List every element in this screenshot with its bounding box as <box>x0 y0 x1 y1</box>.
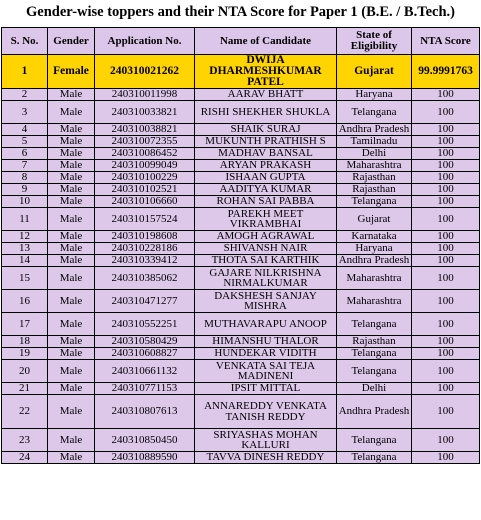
cell-application-no: 240310099049 <box>95 160 195 172</box>
cell-gender: Male <box>48 313 95 336</box>
cell-nta-score: 100 <box>412 196 480 208</box>
cell-name: ANNAREDDY VENKATA TANISH REDDY <box>195 395 337 429</box>
cell-sno: 10 <box>2 196 48 208</box>
table-row <box>2 243 480 255</box>
cell-sno: 20 <box>2 360 48 383</box>
cell-sno: 15 <box>2 267 48 290</box>
cell-name: AADITYA KUMAR <box>195 184 337 196</box>
cell-application-no: 240310228186 <box>95 243 195 255</box>
table-row <box>2 124 480 136</box>
cell-state: Telangana <box>337 429 412 452</box>
cell-sno: 13 <box>2 243 48 255</box>
cell-name: DAKSHESH SANJAY MISHRA <box>195 290 337 313</box>
cell-nta-score: 100 <box>412 231 480 243</box>
cell-sno: 2 <box>2 89 48 101</box>
cell-nta-score: 100 <box>412 148 480 160</box>
cell-application-no: 240310608827 <box>95 348 195 360</box>
cell-gender: Male <box>48 267 95 290</box>
table-body <box>2 55 480 464</box>
cell-name: MADHAV BANSAL <box>195 148 337 160</box>
cell-state: Rajasthan <box>337 336 412 348</box>
cell-sno: 12 <box>2 231 48 243</box>
cell-nta-score: 100 <box>412 336 480 348</box>
cell-gender: Male <box>48 336 95 348</box>
cell-nta-score: 100 <box>412 348 480 360</box>
cell-name: MUKUNTH PRATHISH S <box>195 136 337 148</box>
cell-gender: Male <box>48 383 95 395</box>
cell-gender: Male <box>48 196 95 208</box>
table-row <box>2 290 480 313</box>
cell-application-no: 240310339412 <box>95 255 195 267</box>
cell-sno: 22 <box>2 395 48 429</box>
cell-application-no: 240310157524 <box>95 208 195 231</box>
cell-nta-score: 100 <box>412 452 480 464</box>
cell-application-no: 240310198608 <box>95 231 195 243</box>
cell-application-no: 240310021262 <box>95 55 195 89</box>
cell-gender: Female <box>48 55 95 89</box>
table-row <box>2 231 480 243</box>
cell-state: Telangana <box>337 196 412 208</box>
header-row <box>2 28 480 55</box>
cell-application-no: 240310580429 <box>95 336 195 348</box>
cell-sno: 21 <box>2 383 48 395</box>
cell-nta-score: 100 <box>412 429 480 452</box>
table-row <box>2 429 480 452</box>
cell-state: Maharashtra <box>337 160 412 172</box>
cell-gender: Male <box>48 243 95 255</box>
cell-nta-score: 100 <box>412 184 480 196</box>
table-row <box>2 89 480 101</box>
cell-application-no: 240310086452 <box>95 148 195 160</box>
cell-state: Telangana <box>337 360 412 383</box>
cell-application-no: 240310661132 <box>95 360 195 383</box>
table-row <box>2 208 480 231</box>
cell-nta-score: 100 <box>412 208 480 231</box>
cell-nta-score: 100 <box>412 255 480 267</box>
table-row <box>2 267 480 290</box>
cell-state: Delhi <box>337 148 412 160</box>
cell-sno: 23 <box>2 429 48 452</box>
cell-sno: 11 <box>2 208 48 231</box>
cell-name: ROHAN SAI PABBA <box>195 196 337 208</box>
cell-name: TAVVA DINESH REDDY <box>195 452 337 464</box>
cell-sno: 1 <box>2 55 48 89</box>
cell-name: VENKATA SAI TEJA MADINENI <box>195 360 337 383</box>
cell-sno: 6 <box>2 148 48 160</box>
cell-sno: 7 <box>2 160 48 172</box>
cell-name: SHAIK SURAJ <box>195 124 337 136</box>
table-row <box>2 148 480 160</box>
cell-application-no: 240310850450 <box>95 429 195 452</box>
cell-state: Maharashtra <box>337 290 412 313</box>
cell-state: Andhra Pradesh <box>337 124 412 136</box>
cell-sno: 8 <box>2 172 48 184</box>
cell-sno: 24 <box>2 452 48 464</box>
table-row <box>2 160 480 172</box>
cell-gender: Male <box>48 101 95 124</box>
cell-gender: Male <box>48 452 95 464</box>
table-row <box>2 196 480 208</box>
cell-sno: 17 <box>2 313 48 336</box>
cell-name: PAREKH MEET VIKRAMBHAI <box>195 208 337 231</box>
cell-name: RISHI SHEKHER SHUKLA <box>195 101 337 124</box>
cell-application-no: 240310106660 <box>95 196 195 208</box>
cell-nta-score: 100 <box>412 360 480 383</box>
col-header-sno: S. No. <box>2 28 48 55</box>
cell-state: Delhi <box>337 383 412 395</box>
cell-name: GAJARE NILKRISHNA NIRMALKUMAR <box>195 267 337 290</box>
cell-sno: 16 <box>2 290 48 313</box>
cell-nta-score: 100 <box>412 172 480 184</box>
cell-gender: Male <box>48 89 95 101</box>
table-row <box>2 136 480 148</box>
table-row <box>2 255 480 267</box>
cell-nta-score: 100 <box>412 395 480 429</box>
cell-nta-score: 100 <box>412 383 480 395</box>
cell-gender: Male <box>48 348 95 360</box>
cell-nta-score: 100 <box>412 267 480 290</box>
cell-state: Haryana <box>337 243 412 255</box>
cell-gender: Male <box>48 429 95 452</box>
cell-name: ARYAN PRAKASH <box>195 160 337 172</box>
cell-name: AMOGH AGRAWAL <box>195 231 337 243</box>
cell-application-no: 240310471277 <box>95 290 195 313</box>
cell-nta-score: 100 <box>412 290 480 313</box>
table-row <box>2 55 480 89</box>
cell-state: Telangana <box>337 101 412 124</box>
cell-name: DWIJA DHARMESHKUMAR PATEL <box>195 55 337 89</box>
cell-gender: Male <box>48 160 95 172</box>
col-header-application-no: Application No. <box>95 28 195 55</box>
cell-sno: 3 <box>2 101 48 124</box>
cell-name: HIMANSHU THALOR <box>195 336 337 348</box>
table-row <box>2 172 480 184</box>
cell-application-no: 240310552251 <box>95 313 195 336</box>
cell-state: Rajasthan <box>337 172 412 184</box>
toppers-table <box>1 27 480 464</box>
cell-nta-score: 100 <box>412 136 480 148</box>
cell-application-no: 240310072355 <box>95 136 195 148</box>
cell-state: Telangana <box>337 452 412 464</box>
document-title: Gender-wise toppers and their NTA Score for Paper 1 (B.E. / B.Tech.) <box>26 4 455 20</box>
cell-gender: Male <box>48 290 95 313</box>
cell-application-no: 240310385062 <box>95 267 195 290</box>
cell-gender: Male <box>48 231 95 243</box>
table-row <box>2 184 480 196</box>
cell-nta-score: 100 <box>412 124 480 136</box>
cell-application-no: 240310771153 <box>95 383 195 395</box>
cell-gender: Male <box>48 136 95 148</box>
cell-state: Gujarat <box>337 208 412 231</box>
cell-name: HUNDEKAR VIDITH <box>195 348 337 360</box>
cell-application-no: 240310889590 <box>95 452 195 464</box>
col-header-name: Name of Candidate <box>195 28 337 55</box>
table-row <box>2 452 480 464</box>
cell-name: IPSIT MITTAL <box>195 383 337 395</box>
col-header-gender: Gender <box>48 28 95 55</box>
table-row <box>2 348 480 360</box>
cell-application-no: 240310011998 <box>95 89 195 101</box>
cell-gender: Male <box>48 184 95 196</box>
cell-state: Karnataka <box>337 231 412 243</box>
cell-gender: Male <box>48 124 95 136</box>
cell-nta-score: 100 <box>412 101 480 124</box>
cell-sno: 5 <box>2 136 48 148</box>
cell-gender: Male <box>48 395 95 429</box>
cell-name: MUTHAVARAPU ANOOP <box>195 313 337 336</box>
cell-state: Maharashtra <box>337 267 412 290</box>
cell-sno: 4 <box>2 124 48 136</box>
cell-application-no: 240310102521 <box>95 184 195 196</box>
col-header-state: State of Eligibility <box>337 28 412 55</box>
cell-name: THOTA SAI KARTHIK <box>195 255 337 267</box>
cell-application-no: 240310038821 <box>95 124 195 136</box>
cell-state: Tamilnadu <box>337 136 412 148</box>
cell-name: SHIVANSH NAIR <box>195 243 337 255</box>
table-row <box>2 395 480 429</box>
cell-state: Andhra Pradesh <box>337 395 412 429</box>
cell-sno: 14 <box>2 255 48 267</box>
table-row <box>2 383 480 395</box>
table-row <box>2 360 480 383</box>
cell-state: Gujarat <box>337 55 412 89</box>
cell-sno: 9 <box>2 184 48 196</box>
cell-application-no: 240310807613 <box>95 395 195 429</box>
cell-state: Rajasthan <box>337 184 412 196</box>
cell-state: Andhra Pradesh <box>337 255 412 267</box>
cell-name: ISHAAN GUPTA <box>195 172 337 184</box>
table-row <box>2 101 480 124</box>
cell-gender: Male <box>48 360 95 383</box>
cell-nta-score: 100 <box>412 160 480 172</box>
cell-gender: Male <box>48 172 95 184</box>
table-row <box>2 336 480 348</box>
cell-nta-score: 99.9991763 <box>412 55 480 89</box>
cell-gender: Male <box>48 208 95 231</box>
cell-gender: Male <box>48 255 95 267</box>
col-header-nta-score: NTA Score <box>412 28 480 55</box>
cell-sno: 18 <box>2 336 48 348</box>
cell-name: SRIYASHAS MOHAN KALLURI <box>195 429 337 452</box>
cell-name: AARAV BHATT <box>195 89 337 101</box>
cell-state: Haryana <box>337 89 412 101</box>
cell-nta-score: 100 <box>412 313 480 336</box>
cell-nta-score: 100 <box>412 243 480 255</box>
cell-sno: 19 <box>2 348 48 360</box>
cell-application-no: 240310033821 <box>95 101 195 124</box>
cell-state: Telangana <box>337 348 412 360</box>
cell-nta-score: 100 <box>412 89 480 101</box>
cell-state: Telangana <box>337 313 412 336</box>
cell-application-no: 240310100229 <box>95 172 195 184</box>
table-row <box>2 313 480 336</box>
cell-gender: Male <box>48 148 95 160</box>
